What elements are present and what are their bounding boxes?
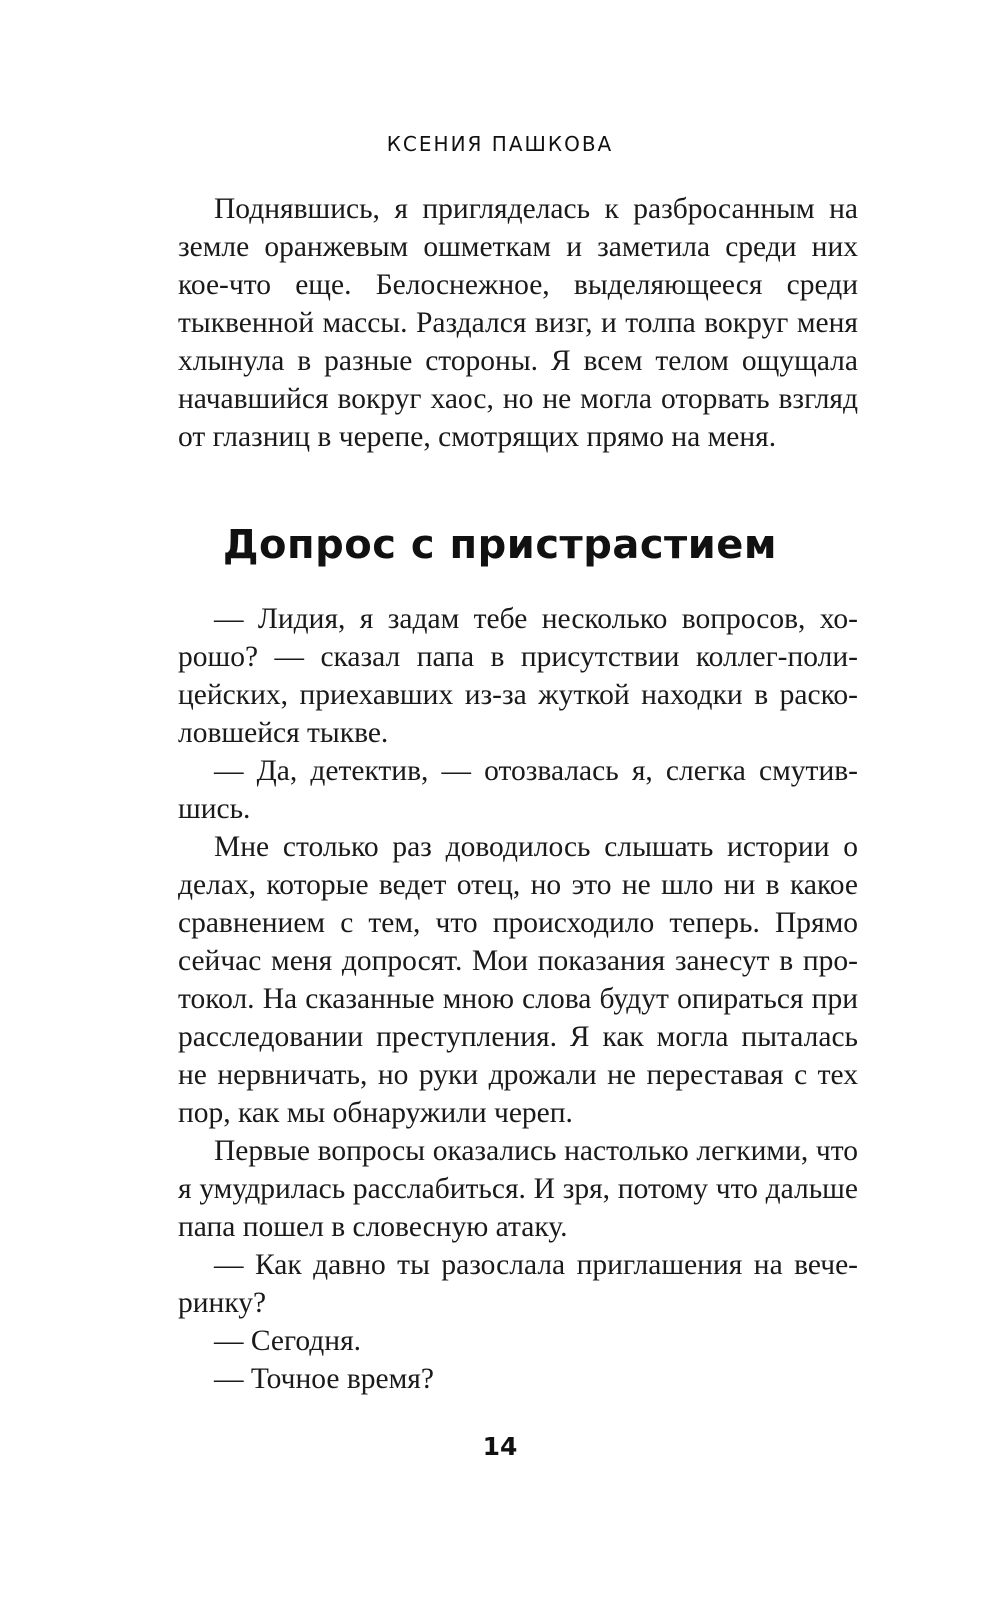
paragraph: Поднявшись, я пригляделась к разбросанным на земле оранжевым ошметкам и заметила среди них кое-что еще. Белоснежное, выделяющееся среди тыквенной массы. Раздался визг, и толпа вокруг меня хлынула в разные стороны. Я всем телом ощущала начавшийся вокруг хаос, но не могла оторвать взгляд от глазниц в черепе, смотрящих прямо на меня. [178,193,858,453]
page-number: 14 [482,1432,518,1461]
paragraph: — Как давно ты разослала приглашения на вечеринку? [178,1249,858,1319]
running-head: КСЕНИЯ ПАШКОВА [386,132,614,156]
chapter-text [178,600,858,1398]
paragraph: Мне столько раз доводилось слышать истории о делах, которые ведет отец, но это не шло ни в какое сравнением с тем, что происходило теперь. Прямо сейчас меня допросят. Мои показания занесут в протокол. На сказанные мною слова будут опираться при расследовании преступления. Я как могла пыталась не нервничать, но руки дрожали не переставая с тех пор, как мы обнаружили череп. [178,831,858,1129]
opening-text [178,190,858,456]
paragraph: — Да, детектив, — отозвалась я, слегка смутившись. [178,755,858,825]
paragraph: — Лидия, я задам тебе несколько вопросов, хорошо? — сказал папа в присутствии коллег-полицейских, приехавших из-за жуткой находки в расколовшейся тыкве. [178,603,858,749]
paragraph: — Точное время? [214,1363,434,1395]
chapter-title: Допрос с пристрастием [222,522,778,568]
paragraph: — Сегодня. [214,1325,362,1357]
paragraph: Первые вопросы оказались настолько легкими, что я умудрилась расслабиться. И зря, потому что дальше папа пошел в словесную атаку. [178,1135,858,1243]
